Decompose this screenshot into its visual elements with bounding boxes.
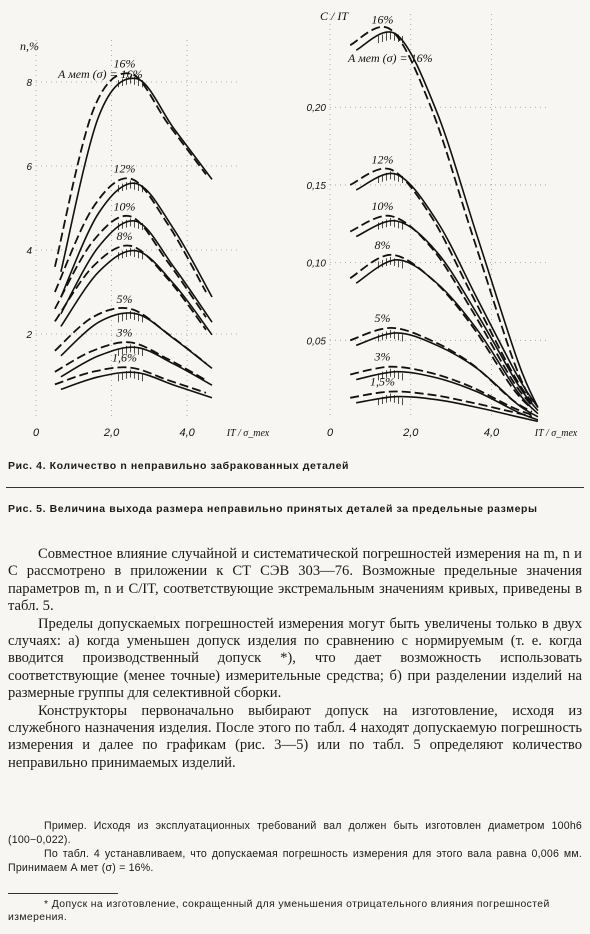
figure-5-caption: Рис. 5. Величина выхода размера неправильно принятых деталей за предельные размеры xyxy=(8,503,538,515)
y-tick-label: 4 xyxy=(26,246,32,257)
x-axis-label: IT / σ_тех xyxy=(534,428,578,439)
x-tick-label: 2,0 xyxy=(103,427,120,439)
series-label: 1,6% xyxy=(111,350,137,365)
series-line-upper xyxy=(350,27,532,403)
figure-4-chart xyxy=(20,39,270,439)
y-tick-label: 0,05 xyxy=(306,336,326,348)
series-line-lower xyxy=(356,260,538,414)
y-tick-label: 2 xyxy=(26,330,32,341)
legend-title: A мет (σ) = 16% xyxy=(58,67,143,81)
series-label: 10% xyxy=(113,199,136,214)
series-label: 12% xyxy=(113,161,136,176)
paragraph-1: Совместное влияние случайной и систематической погрешностей измерения на m, n и C рассмотрено в приложении к СТ СЭВ 303—76. Возможные предельные значения параметров m, n и C/IT, соответствующие экстремальным значениям кривых, приведены в табл. 5. xyxy=(8,546,582,615)
legend-title: A мет (σ) = 16% xyxy=(348,51,433,65)
y-tick-label: 0,15 xyxy=(306,180,326,192)
x-tick-label: 0 xyxy=(326,427,334,439)
example-paragraph-2: По табл. 4 устанавливаем, что допускаемая погрешность измерения для этого вала равна 0,006 мм. Принимаем A мет (σ) = 16%. xyxy=(8,848,582,874)
figures xyxy=(0,0,590,460)
series-label: 12% xyxy=(371,152,394,167)
x-tick-label: 4,0 xyxy=(179,427,195,439)
caption-divider xyxy=(6,487,584,488)
series-label: 5% xyxy=(116,291,133,306)
y-tick-label: 0,20 xyxy=(306,103,326,115)
y-tick-label: 8 xyxy=(26,78,32,89)
series-label: 16% xyxy=(113,56,136,71)
figure-5-chart xyxy=(307,9,578,439)
example-block xyxy=(8,820,582,876)
x-axis-label: IT / σ_тех xyxy=(226,428,270,439)
y-tick-label: 6 xyxy=(26,162,32,173)
series-label: 5% xyxy=(374,310,391,325)
footnote-divider xyxy=(8,893,118,894)
figure-4-caption: Рис. 4. Количество n неправильно забракованных деталей xyxy=(8,460,350,472)
series-label: 16% xyxy=(371,12,394,27)
series-line-lower xyxy=(61,372,212,398)
series-label: 10% xyxy=(371,199,394,213)
paragraph-2: Пределы допускаемых погрешностей измерения могут быть увеличены только в двух случаях: а) когда уменьшен допуск изделия по сравнению с нормируемым (т. е. когда вводится производственный допуск *), что дает возможность использовать соответствующие (менее точные) измерительные средства; б) при разделении изделий на размерные группы для селективной сборки. xyxy=(8,615,582,702)
body-text xyxy=(8,546,582,772)
series-label: 1,5% xyxy=(370,374,396,389)
y-tick-label: 0,10 xyxy=(306,258,326,270)
x-tick-label: 2,0 xyxy=(403,427,419,439)
footnote xyxy=(8,898,582,924)
series-label: 3% xyxy=(374,349,391,364)
x-tick-label: 4,0 xyxy=(483,427,500,439)
paragraph-3: Конструкторы первоначально выбирают допуск на изготовление, исходя из служебного назначения изделия. После этого по табл. 4 находят допускаемую погрешность измерения и далее по графикам (рис. 3—5) или по табл. 5 определяют количество неправильно принимаемых изделий. xyxy=(8,702,582,771)
y-axis-label: n,% xyxy=(20,39,39,53)
series-line-lower xyxy=(61,183,212,297)
series-label: 8% xyxy=(374,237,391,252)
footnote-text: * Допуск на изготовление, сокращенный для уменьшения отрицательного влияния погрешностей измерения. xyxy=(8,899,550,923)
x-tick-label: 0 xyxy=(32,427,40,439)
example-paragraph-1: Пример. Исходя из эксплуатационных требований вал должен быть изготовлен диаметром 100h6 (100−0,022). xyxy=(8,820,582,846)
series-label: 3% xyxy=(116,325,133,340)
y-axis-label: C / IT xyxy=(320,9,349,23)
series-label: 8% xyxy=(116,228,133,243)
